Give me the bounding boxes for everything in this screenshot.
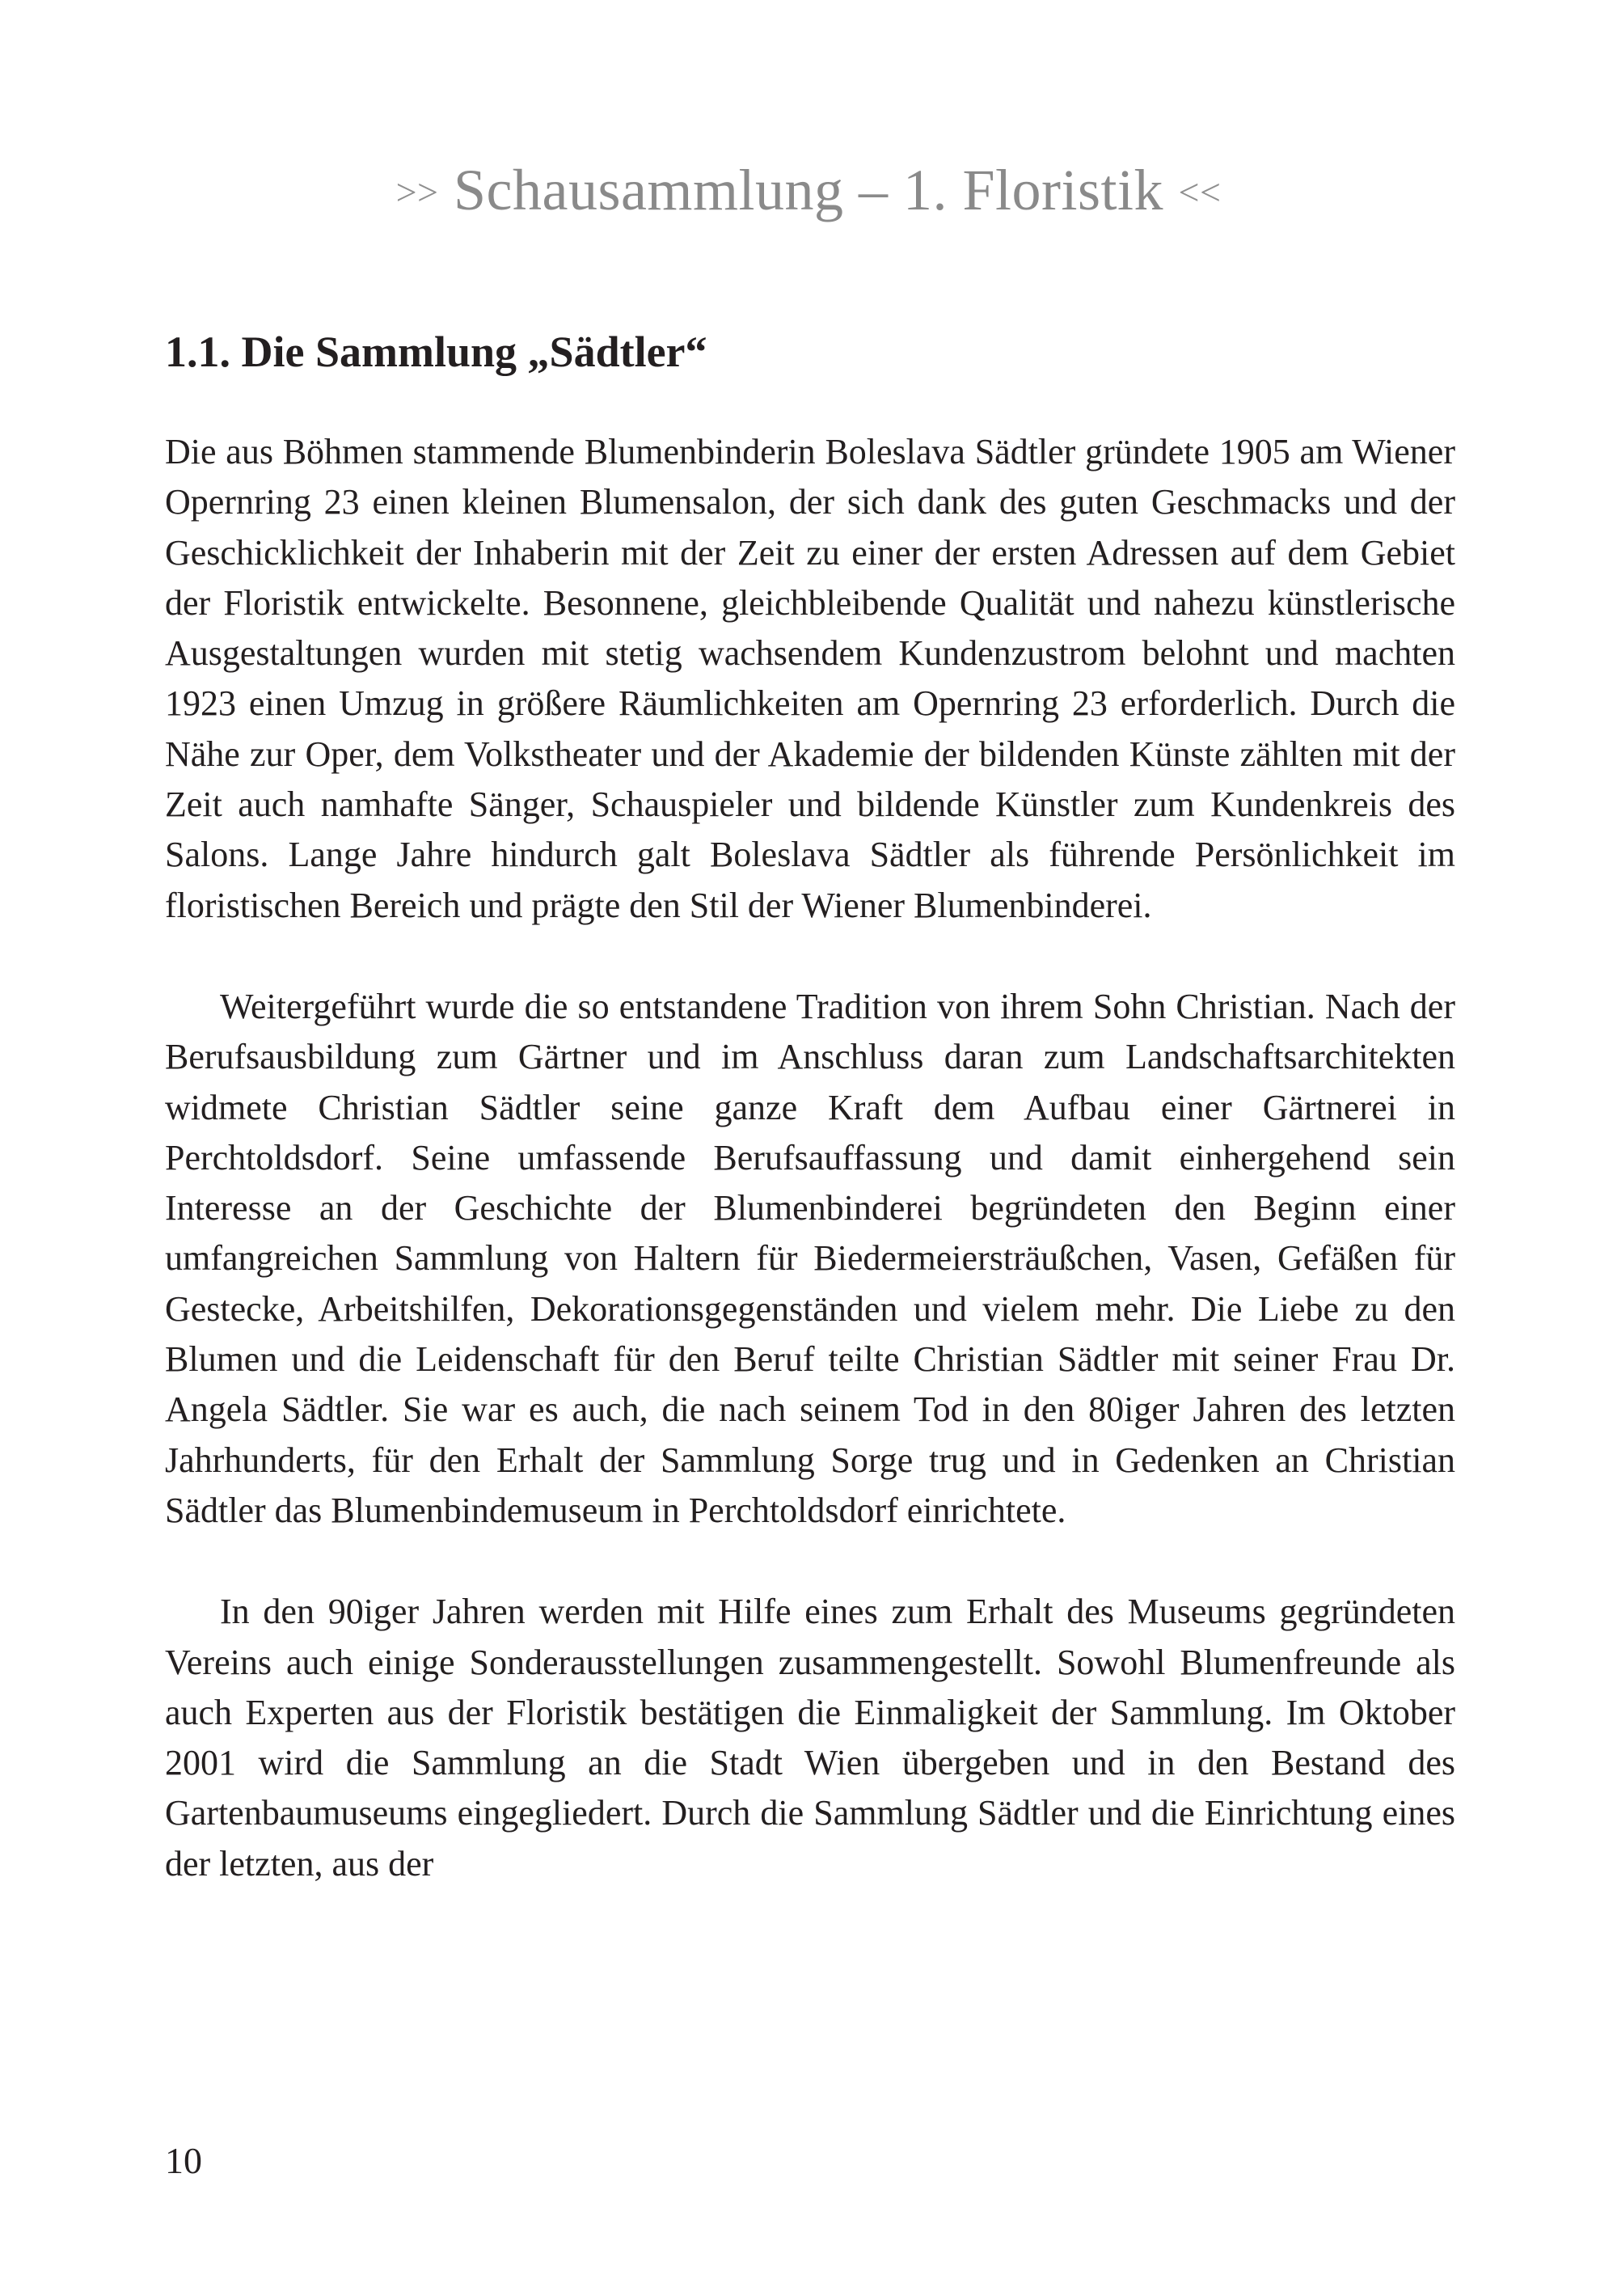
- chapter-open-marker: >>: [395, 171, 439, 213]
- chapter-title: [0, 154, 1617, 229]
- chapter-title-text: Schausammlung – 1. Floristik: [454, 158, 1163, 222]
- section-heading: 1.1. Die Sammlung „Sädtler“: [165, 328, 707, 376]
- paragraph-3: In den 90iger Jahren werden mit Hilfe eines zum Erhalt des Museums gegründeten Vereins auch einige Sonderausstellungen zusammengestellt. Sowohl Blumenfreunde als auch Experten aus der Floristik bestätigen die Einmaligkeit der Sammlung. Im Oktober 2001 wird die Sammlung an die Stadt Wien übergeben und in den Bestand des Gartenbaumuseums eingegliedert. Durch die Sammlung Sädtler und die Einrichtung eines der letzten, aus der: [165, 1592, 1455, 1884]
- page-number: 10: [165, 2140, 202, 2181]
- paragraph-2: Weitergeführt wurde die so entstandene Tradition von ihrem Sohn Christian. Nach der Berufsausbildung zum Gärtner und im Anschluss daran zum Landschaftsarchitekten widmete Christian Sädtler seine ganze Kraft dem Aufbau einer Gärtnerei in Perchtoldsdorf. Seine umfassende Berufsauffassung und damit einhergehend sein Interesse an der Geschichte der Blumenbinderei begründeten den Beginn einer umfangreichen Sammlung von Haltern für Biedermeiersträußchen, Vasen, Gefäßen für Gestecke, Arbeitshilfen, Dekorationsgegenständen und vielem mehr. Die Liebe zu den Blumen und die Leidenschaft für den Beruf teilte Christian Sädtler mit seiner Frau Dr. Angela Sädtler. Sie war es auch, die nach seinem Tod in den 80iger Jahren des letzten Jahrhunderts, für den Erhalt der Sammlung Sorge trug und in Gedenken an Christian Sädtler das Blumenbindemuseum in Perchtoldsdorf einrichtete.: [165, 986, 1455, 1530]
- paragraph-1: Die aus Böhmen stammende Blumenbinderin Boleslava Sädtler gründete 1905 am Wiener Opernring 23 einen kleinen Blumensalon, der sich dank des guten Geschmacks und der Geschicklichkeit der Inhaberin mit der Zeit zu einer der ersten Adressen auf dem Gebiet der Floristik entwickelte. Besonnene, gleichbleibende Qualität und nahezu künstlerische Ausgestaltungen wurden mit stetig wachsendem Kundenzustrom belohnt und machten 1923 einen Umzug in größere Räumlichkeiten am Opernring 23 erforderlich. Durch die Nähe zur Oper, dem Volkstheater und der Akademie der bildenden Künste zählten mit der Zeit auch namhafte Sänger, Schauspieler und bildende Künstler zum Kundenkreis des Salons. Lange Jahre hindurch galt Boleslava Sädtler als führende Persönlichkeit im floristischen Bereich und prägte den Stil der Wiener Blumenbinderei.: [165, 432, 1455, 925]
- body-text: [165, 427, 1455, 1940]
- chapter-close-marker: <<: [1178, 171, 1222, 213]
